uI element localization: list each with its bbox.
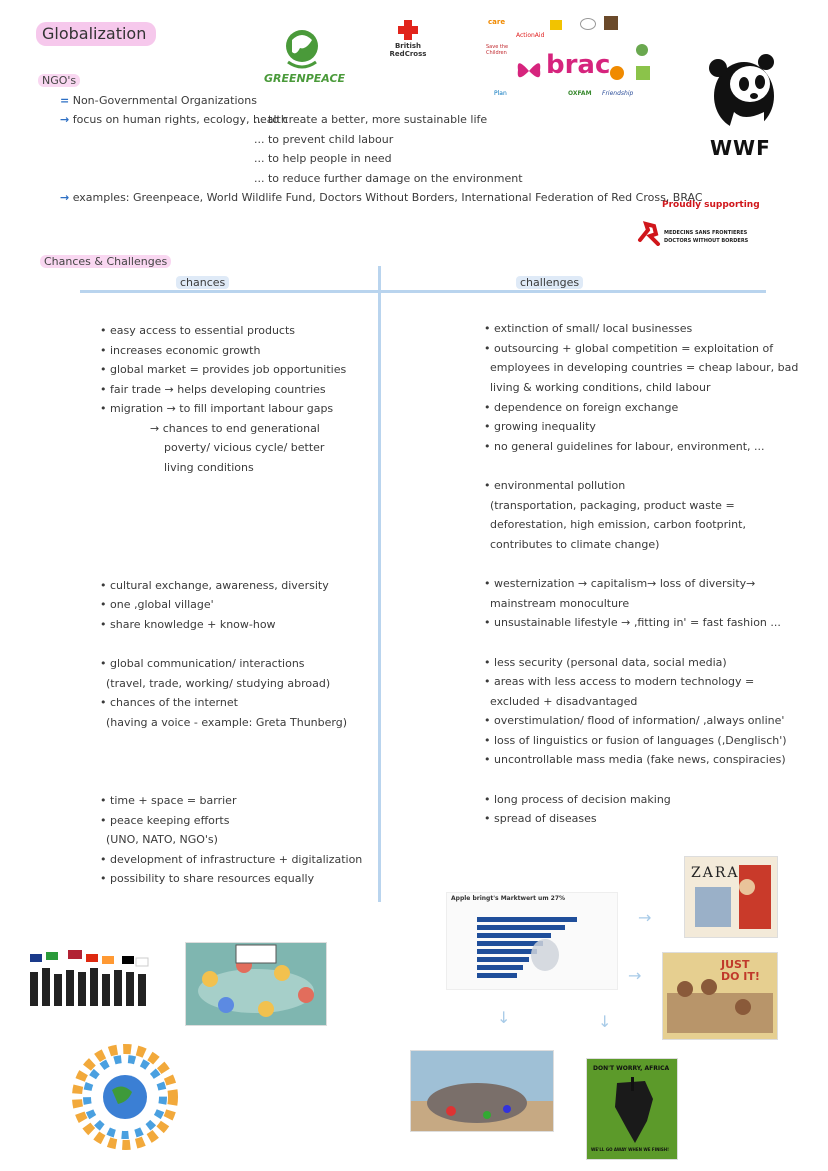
red-cross-icon xyxy=(396,18,420,42)
chance-subitem: (having a voice - example: Greta Thunberg) xyxy=(106,716,347,729)
equals-icon: = xyxy=(60,94,70,107)
challenge-item: • growing inequality xyxy=(484,420,596,434)
challenge-item: • loss of linguistics or fusion of languages (‚Denglisch') xyxy=(484,734,787,748)
beached-whale-plastic-image xyxy=(410,1050,554,1132)
logo-badge-4 xyxy=(636,44,648,56)
arrow-right-icon: → xyxy=(60,113,70,126)
challenge-item: • less security (personal data, social media) xyxy=(484,656,727,670)
british-redcross-logo xyxy=(386,18,430,68)
chance-subitem: poverty/ vicious cycle/ better xyxy=(164,441,325,454)
chance-item: • possibility to share resources equally xyxy=(100,872,314,886)
chance-item: • cultural exchange, awareness, diversity xyxy=(100,579,329,593)
chance-item: • global market = provides job opportunities xyxy=(100,363,346,377)
ngo-focus-item: ... to reduce further damage on the environment xyxy=(254,172,523,185)
challenge-item: • dependence on foreign exchange xyxy=(484,401,678,415)
arrow-down-icon: ↓ xyxy=(598,1012,612,1031)
people-circle-globe-image xyxy=(62,1034,188,1160)
panda-icon xyxy=(704,52,784,132)
page-title: Globalization xyxy=(36,22,156,46)
msf-caption: Proudly supporting xyxy=(662,200,760,210)
redcross-line2: RedCross xyxy=(389,50,427,58)
chance-subitem: → chances to end generational xyxy=(150,422,320,435)
challenge-item: • westernization → capitalism→ loss of diversity→ xyxy=(484,577,755,591)
challenge-subitem: mainstream monoculture xyxy=(490,597,630,610)
chance-item: • share knowledge + know-how xyxy=(100,618,276,632)
challenge-item: • extinction of small/ local businesses xyxy=(484,322,692,336)
ngo-examples: examples: Greenpeace, World Wildlife Fund, Doctors Without Borders, International Federation of Red Cross, BRAC xyxy=(72,191,703,204)
msf-logo xyxy=(634,200,784,252)
section-heading: Chances & Challenges xyxy=(40,255,171,268)
greenpeace-logo xyxy=(262,28,344,88)
challenge-item: • outsourcing + global competition = exploitation of xyxy=(484,342,773,356)
chance-item: • one ‚global village' xyxy=(100,598,214,612)
chance-item: • global communication/ interactions xyxy=(100,657,305,671)
chance-subitem: (UNO, NATO, NGO's) xyxy=(106,833,218,846)
africa-top-text: DON'T WORRY, AFRICA xyxy=(593,1065,670,1072)
logo-badge-6 xyxy=(636,66,650,80)
greenpeace-label: GREENPEACE xyxy=(264,72,346,85)
challenge-item: • spread of diseases xyxy=(484,812,597,826)
challenge-subitem: contributes to climate change) xyxy=(490,538,660,551)
arrow-down-icon: ↓ xyxy=(497,1008,511,1027)
ngo-definition-row xyxy=(60,94,257,108)
challenge-item: • environmental pollution xyxy=(484,479,625,493)
savechildren-logo: Save the Children xyxy=(486,44,509,56)
logo-badge-3 xyxy=(604,16,618,30)
chance-item: • chances of the internet xyxy=(100,696,238,710)
market-value-chart-image xyxy=(446,892,618,990)
logo-badge-1 xyxy=(550,20,562,30)
challenge-subitem: employees in developing countries = cheap labour, bad xyxy=(490,361,799,374)
ngo-definition: Non-Governmental Organizations xyxy=(72,94,257,107)
just-do-it-cartoon-image xyxy=(662,952,778,1040)
chance-subitem: living conditions xyxy=(164,461,254,474)
logo-badge-2 xyxy=(580,18,596,30)
friendship-logo: Friendship xyxy=(602,90,634,97)
plan-logo: Plan xyxy=(494,90,507,97)
redcross-line1: British xyxy=(394,42,422,50)
market-chart-title: Apple bringt's Marktwert um 27% xyxy=(451,895,566,902)
africa-bottom-text: WE'LL GO AWAY WHEN WE FINISH! xyxy=(591,1147,669,1152)
globe-hand-icon xyxy=(262,28,344,78)
ngo-focus-item: ... to help people in need xyxy=(254,152,392,165)
msf-line2: DOCTORS WITHOUT BORDERS xyxy=(664,238,749,244)
challenge-subitem: (transportation, packaging, product waste = xyxy=(490,499,735,512)
challenge-subitem: living & working conditions, child labour xyxy=(490,381,711,394)
chance-item: • migration → to fill important labour gaps xyxy=(100,402,333,416)
challenge-item: • no general guidelines for labour, environment, ... xyxy=(484,440,765,454)
zara-label: ZARA xyxy=(691,865,740,881)
chance-item: • time + space = barrier xyxy=(100,794,236,808)
ngo-focus-item: ... to prevent child labour xyxy=(254,133,394,146)
challenge-subitem: deforestation, high emission, carbon footprint, xyxy=(490,518,746,531)
brac-wordmark: brac xyxy=(546,50,611,80)
ngo-heading: NGO's xyxy=(38,74,80,87)
chance-item: • increases economic growth xyxy=(100,344,260,358)
chances-header: chances xyxy=(176,276,229,289)
chance-item: • development of infrastructure + digitalization xyxy=(100,853,362,867)
challenge-item: • unsustainable lifestyle → ‚fitting in' = fast fashion ... xyxy=(484,616,781,630)
table-vertical-rule xyxy=(378,266,381,902)
chance-item: • easy access to essential products xyxy=(100,324,295,338)
challenge-subitem: excluded + disadvantaged xyxy=(490,695,638,708)
wwf-label: WWF xyxy=(710,136,771,160)
msf-runner-icon xyxy=(636,220,662,246)
wwf-logo xyxy=(704,52,784,162)
zara-cartoon-image xyxy=(684,856,778,938)
world-network-image xyxy=(185,942,327,1026)
arrow-right-icon: → xyxy=(60,191,70,204)
challenge-item: • uncontrollable mass media (fake news, conspiracies) xyxy=(484,753,786,767)
brac-butterfly-icon xyxy=(514,54,544,88)
people-flags-image xyxy=(26,946,150,1010)
chance-subitem: (travel, trade, working/ studying abroad) xyxy=(106,677,331,690)
logo-badge-5 xyxy=(610,66,624,80)
care-logo: care xyxy=(488,18,506,26)
arrow-right-icon: → xyxy=(628,966,642,985)
table-horizontal-rule xyxy=(80,290,766,293)
msf-line1: MEDECINS SANS FRONTIERES xyxy=(664,230,748,236)
dont-worry-africa-image xyxy=(586,1058,678,1160)
challenge-item: • areas with less access to modern technology = xyxy=(484,675,754,689)
chance-item: • peace keeping efforts xyxy=(100,814,229,828)
ngo-focus-item: ... to create a better, more sustainable life xyxy=(254,113,488,126)
ngo-focus-intro: focus on human rights, ecology, health xyxy=(72,113,288,126)
chance-item: • fair trade → helps developing countries xyxy=(100,383,326,397)
ngo-logo-collage xyxy=(484,14,654,104)
ngo-examples-row xyxy=(60,191,703,205)
actionaid-logo: ActionAid xyxy=(516,32,545,39)
challenge-item: • long process of decision making xyxy=(484,793,671,807)
arrow-right-icon: → xyxy=(638,908,652,927)
challenges-header: challenges xyxy=(516,276,583,289)
just-do-it-label: JUST DO IT! xyxy=(721,958,760,983)
challenge-item: • overstimulation/ flood of information/ ‚always online' xyxy=(484,714,784,728)
oxfam-logo: OXFAM xyxy=(568,90,592,97)
